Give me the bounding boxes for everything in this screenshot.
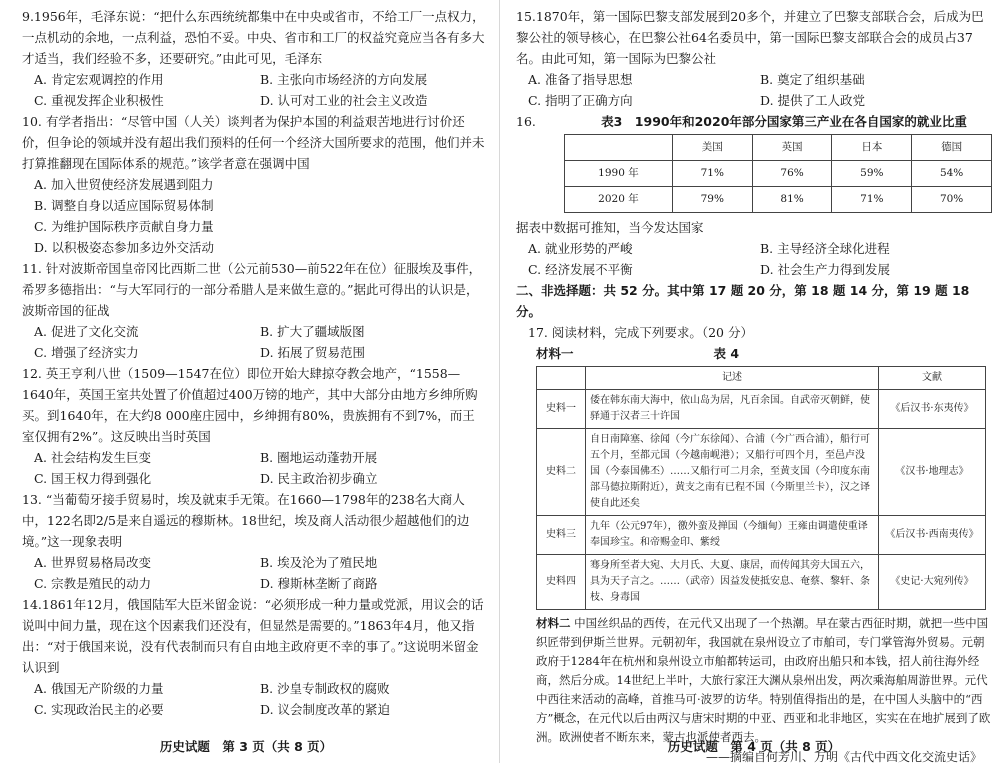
option-c[interactable]: C. 经济发展不平衡 <box>528 262 633 277</box>
option-a[interactable]: A. 准备了指导思想 <box>528 72 633 87</box>
question-stem: 12. 英王亨利八世（1509—1547在位）即位开始大肆掠夺教会地产，“1558—1640年，英国王室共处置了价值超过400万镑的地产，其中大部分由地方乡绅所购买。到1640年，在大约8 000座庄园中，乡绅拥有80%，贵族拥有不到7%，而王室仅拥有2%”。这反映出当时英国 <box>22 366 478 444</box>
option-d[interactable]: D. 以积极姿态参加多边外交活动 <box>34 240 215 255</box>
table-cell: 史料一 <box>537 390 586 429</box>
table-cell: 《后汉书·东夷传》 <box>879 390 986 429</box>
table-row <box>537 390 986 429</box>
options <box>34 552 486 594</box>
table-cell: 骞身所至者大宛、大月氏、大夏、康居，而传闻其旁大国五六，具为天子言之。……（武帝）因益发使抵安息、奄蔡、黎轩、条枝、身毒国 <box>586 555 879 610</box>
page-3-content <box>0 0 492 720</box>
options <box>34 447 486 489</box>
table-4-caption: 表 4 <box>713 346 740 361</box>
option-c[interactable]: C. 宗教是殖民的动力 <box>34 576 152 591</box>
material-2-text: 中国丝织品的西传，在元代又出现了一个热潮。早在蒙古西征时期，就把一些中国织匠带到伊斯兰世界。元朝初年，我国就在泉州设立了市舶司，专门掌管海外贸易。元朝政府于1284年在杭州和泉州设立市舶都转运司，由政府出船只和本钱，招人前往海外经商，然后分成。14世纪上半叶，大旅行家汪大渊从泉州出发，两次乘海舶周游世界。元代中西往来活动的高峰，首推马可·波罗的访华。特别值得指出的是，在中国人头脑中的“西方”概念，在元代以后由两汉与唐宋时期的中亚、西亚和北非地区，实实在在地扩展到了欧洲。欧洲使者不断东来，蒙古也派使者西去。 <box>536 616 991 744</box>
question-14 <box>22 594 486 720</box>
question-11 <box>22 258 486 363</box>
question-12 <box>22 363 486 489</box>
options <box>528 69 992 111</box>
option-d[interactable]: D. 议会制度改革的紧迫 <box>260 702 391 717</box>
option-d[interactable]: D. 提供了工人政党 <box>760 93 866 108</box>
page-footer: 历史试题 第 3 页（共 8 页） <box>159 739 333 754</box>
question-16 <box>516 111 992 280</box>
option-a[interactable]: A. 俄国无产阶级的力量 <box>34 681 164 696</box>
option-d[interactable]: D. 穆斯林垄断了商路 <box>260 576 378 591</box>
table-cell: 71% <box>832 187 912 213</box>
table-cell: 54% <box>912 161 992 187</box>
question-stem: 9.1956年，毛泽东说：“把什么东西统统都集中在中央或省市，不给工厂一点权力，一点机动的余地，一点利益，恐怕不妥。中央、省市和工厂的权益究竟应当各有多大才适当，我们经验不多，还要研究。”由此可见，毛泽东 <box>22 9 485 66</box>
table-header-cell <box>565 135 673 161</box>
option-a[interactable]: A. 世界贸易格局改变 <box>34 555 151 570</box>
table-cell: 倭在韩东南大海中，依山岛为居，凡百余国。自武帝灭朝鲜，使驿通于汉者三十许国 <box>586 390 879 429</box>
option-c[interactable]: C. 国王权力得到强化 <box>34 471 152 486</box>
question-stem: 13. “当葡萄牙接手贸易时，埃及就束手无策。在1660—1798年的238名大商人中，122名即2/5是来自遥远的穆斯林。18世纪，埃及商人活动很少超越他们的边境。”这一现象表明 <box>22 492 470 549</box>
table-cell: 76% <box>752 161 832 187</box>
option-c[interactable]: C. 为维护国际秩序贡献自身力量 <box>34 219 214 234</box>
table-cell: 71% <box>672 161 752 187</box>
option-c[interactable]: C. 实现政治民主的必要 <box>34 702 164 717</box>
material-1-header <box>516 343 992 364</box>
table-cell: 史料二 <box>537 429 586 516</box>
option-b[interactable]: B. 圈地运动蓬勃开展 <box>260 450 378 465</box>
option-b[interactable]: B. 主导经济全球化进程 <box>760 241 890 256</box>
table-cell: 81% <box>752 187 832 213</box>
option-a[interactable]: A. 就业形势的严峻 <box>528 241 633 256</box>
option-d[interactable]: D. 民主政治初步确立 <box>260 471 378 486</box>
option-a[interactable]: A. 促进了文化交流 <box>34 324 139 339</box>
question-17 <box>516 322 992 763</box>
question-number: 16. <box>516 114 536 129</box>
options <box>34 321 486 363</box>
table-cell: 史料三 <box>537 516 586 555</box>
options <box>528 238 992 280</box>
section-heading: 二、非选择题：共 52 分。其中第 17 题 20 分，第 18 题 14 分，第 19 题 18 分。 <box>516 283 970 319</box>
table-3 <box>564 134 992 213</box>
option-a[interactable]: A. 加入世贸使经济发展遇到阻力 <box>34 177 214 192</box>
table-cell: 79% <box>672 187 752 213</box>
question-16-header <box>516 111 992 132</box>
option-b[interactable]: B. 埃及沦为了殖民地 <box>260 555 378 570</box>
option-d[interactable]: D. 认可对工业的社会主义改造 <box>260 93 428 108</box>
question-stem: 17. 阅读材料，完成下列要求。（20 分） <box>528 325 753 340</box>
table-row <box>537 429 986 516</box>
material-1-label: 材料一 <box>536 346 574 361</box>
table-header-cell: 日本 <box>832 135 912 161</box>
table-row <box>565 161 992 187</box>
page-3 <box>0 0 492 763</box>
option-d[interactable]: D. 拓展了贸易范围 <box>260 345 366 360</box>
material-2 <box>536 614 992 747</box>
question-13 <box>22 489 486 594</box>
table-cell: 九年（公元97年），徼外蛮及掸国（今缅甸）王雍由调遣使重译奉国珍宝。和帝赐金印、紫绶 <box>586 516 879 555</box>
table-header-cell: 文献 <box>879 367 986 390</box>
question-stem: 14.1861年12月，俄国陆军大臣米留金说：“必须形成一种力量或党派，用议会的话说叫中间力量，现在这个因素我们还没有，但显然是需要的。”1863年4月，他又指出：“对于俄国来说，没有代表制而只有自由地主政府更不幸的事了。”这说明米留金认识到 <box>22 597 484 675</box>
option-a[interactable]: A. 社会结构发生巨变 <box>34 450 151 465</box>
options <box>34 678 486 720</box>
option-c[interactable]: C. 指明了正确方向 <box>528 93 633 108</box>
option-d[interactable]: D. 社会生产力得到发展 <box>760 262 891 277</box>
page-footer: 历史试题 第 4 页（共 8 页） <box>667 739 841 754</box>
table-row <box>537 516 986 555</box>
table-3-caption: 表3 1990年和2020年部分国家第三产业在各自国家的就业比重 <box>601 114 967 129</box>
option-a[interactable]: A. 肯定宏观调控的作用 <box>34 72 164 87</box>
option-c[interactable]: C. 增强了经济实力 <box>34 345 139 360</box>
table-cell: 70% <box>912 187 992 213</box>
table-cell: 《后汉书·西南夷传》 <box>879 516 986 555</box>
table-cell: 《汉书·地理志》 <box>879 429 986 516</box>
option-b[interactable]: B. 沙皇专制政权的腐败 <box>260 681 390 696</box>
question-stem: 10. 有学者指出：“尽管中国（人关）谈判者为保护本国的利益艰苦地进行讨价还价，但争论的领域并没有超出我们预料的任何一个经济大国所要求的范围，他们并未打算推翻现在国际体系的规范。”该学者意在强调中国 <box>22 114 485 171</box>
table-header-cell <box>537 367 586 390</box>
table-header-row <box>565 135 992 161</box>
question-10 <box>22 111 486 258</box>
table-cell: 2020 年 <box>565 187 673 213</box>
material-2-source: ——摘编自何芳川、万明《古代中西文化交流史话》 <box>705 750 982 763</box>
table-row <box>537 555 986 610</box>
table-4 <box>536 366 986 610</box>
page-4 <box>508 0 1000 763</box>
question-9 <box>22 6 486 111</box>
table-header-row <box>537 367 986 390</box>
table-row <box>565 187 992 213</box>
page-divider <box>499 0 500 763</box>
option-b[interactable]: B. 奠定了组织基础 <box>760 72 865 87</box>
table-header-cell: 美国 <box>672 135 752 161</box>
question-15 <box>516 6 992 111</box>
table-cell: 自日南障塞、徐闻（今广东徐闻）、合浦（今广西合浦），船行可五个月，至都元国（今越南岘港）；又船行可四个月，至邑卢没国（今泰国佛丕）……又船行可二月余，至黄支国（今印度东南部马德拉斯附近），黄支之南有已程不国（今斯里兰卡），汉之译使自此还矣 <box>586 429 879 516</box>
table-cell: 《史记·大宛列传》 <box>879 555 986 610</box>
table-cell: 59% <box>832 161 912 187</box>
table-cell: 1990 年 <box>565 161 673 187</box>
question-stem: 据表中数据可推知，当今发达国家 <box>516 220 704 235</box>
option-b[interactable]: B. 主张向市场经济的方向发展 <box>260 72 428 87</box>
options <box>34 69 486 111</box>
question-stem: 15.1870年，第一国际巴黎支部发展到20多个，并建立了巴黎支部联合会，后成为巴黎公社的领导核心，在巴黎公社64名委员中，第一国际巴黎支部联合会的成员占37名。由此可知，第一国际为巴黎公社 <box>516 9 984 66</box>
table-header-cell: 英国 <box>752 135 832 161</box>
option-b[interactable]: B. 扩大了疆域版图 <box>260 324 365 339</box>
page-4-content <box>508 0 1000 763</box>
question-stem: 11. 针对波斯帝国皇帝冈比西斯二世（公元前530—前522年在位）征服埃及事件，希罗多德指出：“与大军同行的一部分希腊人是来做生意的。”据此可得出的认识是，波斯帝国的征战 <box>22 261 482 318</box>
options <box>34 174 486 258</box>
table-cell: 史料四 <box>537 555 586 610</box>
option-b[interactable]: B. 调整自身以适应国际贸易体制 <box>34 198 214 213</box>
table-header-cell: 德国 <box>912 135 992 161</box>
option-c[interactable]: C. 重视发挥企业积极性 <box>34 93 164 108</box>
material-2-label: 材料二 <box>536 616 571 630</box>
table-header-cell: 记述 <box>586 367 879 390</box>
